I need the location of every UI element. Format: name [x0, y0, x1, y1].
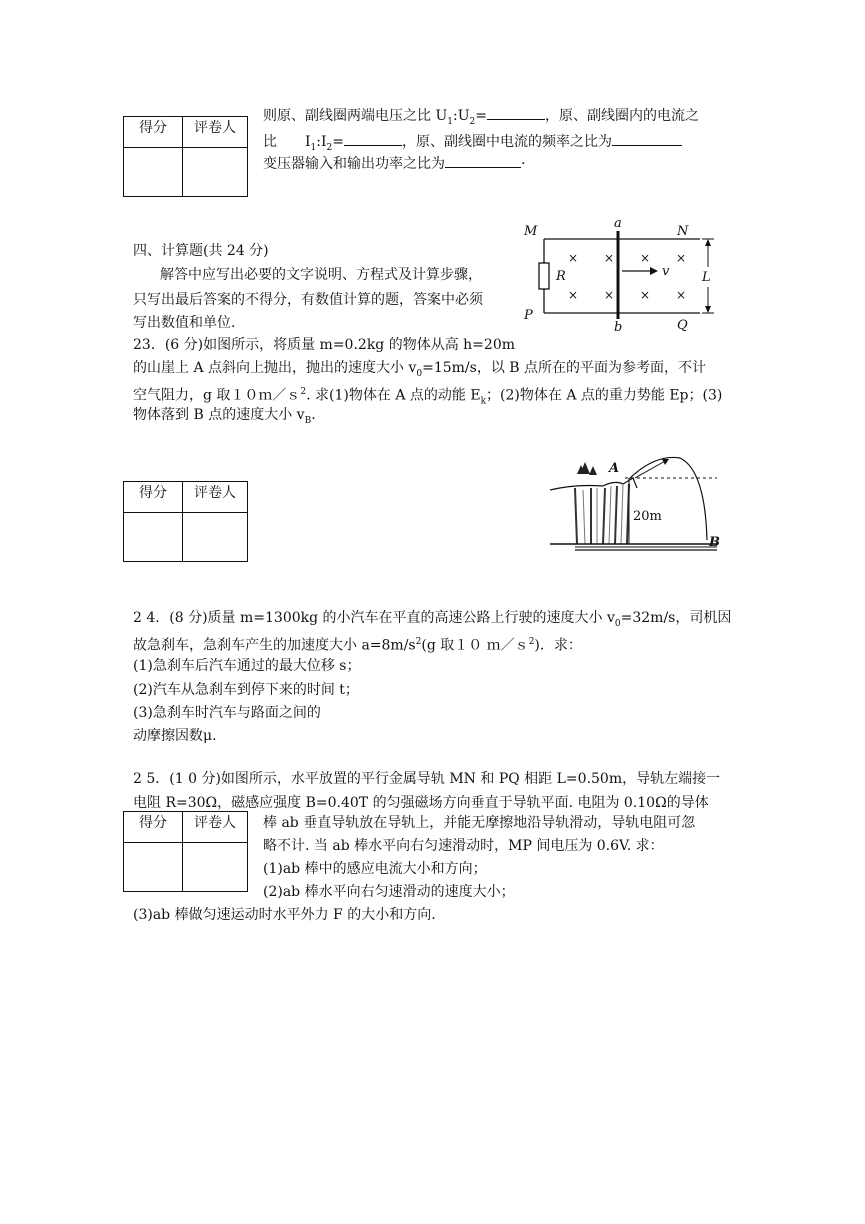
score-label: 得分: [124, 482, 183, 513]
label-a: a: [614, 216, 622, 231]
q25-line-1: 2 5．(1 0 分)如图所示，水平放置的平行金属导轨 MN 和 PQ 相距 L=0.50m，导轨左端接一: [133, 771, 721, 787]
answer-blank[interactable]: [612, 131, 682, 146]
fill-in-line-2: 比 $I_1:I_2=$ ，原、副线圈中电流的频率之比为: [263, 131, 682, 158]
field-mark: ×: [676, 251, 687, 265]
cliff-figure: [545, 448, 725, 566]
label-A: A: [609, 461, 620, 476]
label-v: v: [662, 264, 670, 279]
instruction-line-2: 只写出最后答案的不得分，有数值计算的题，答案中必须: [133, 292, 483, 308]
grader-cell[interactable]: [183, 843, 248, 892]
answer-blank[interactable]: [344, 131, 402, 146]
instruction-line-1: 解答中应写出必要的文字说明、方程式及计算步骤，: [160, 267, 482, 283]
label-B: B: [709, 535, 720, 550]
score-cell[interactable]: [124, 843, 183, 892]
field-mark: ×: [604, 288, 615, 302]
grader-cell[interactable]: [183, 513, 248, 562]
instruction-line-3: 写出数值和单位.: [133, 315, 236, 331]
field-mark: ×: [568, 288, 579, 302]
q25-line-4: 略不计. 当 ab 棒水平向右匀速滑动时，MP 间电压为 0.6V. 求：: [263, 838, 664, 854]
label-N: N: [677, 224, 689, 239]
label-M: M: [524, 224, 538, 239]
q24-line-4: (2)汽车从急刹车到停下来的时间 t；: [133, 682, 359, 698]
label-R: R: [556, 269, 566, 284]
field-mark: ×: [676, 288, 687, 302]
q24-line-6: 动摩擦因数μ.: [133, 728, 217, 744]
q25-line-2: 电阻 R=30Ω，磁感应强度 B=0.40T 的匀强磁场方向垂直于导轨平面. 电阻为 0.10Ω的导体: [133, 795, 709, 811]
q24-line-3: (1)急刹车后汽车通过的最大位移 s；: [133, 658, 361, 674]
grader-label: 评卷人: [183, 117, 248, 148]
q23-line-3: 空气阻力，g 取１０ｍ／ｓ$^2$. 求(1)物体在 A 点的动能 $E_k$；(2)物体在 A 点的重力势能 Ep；(3): [133, 387, 723, 407]
score-label: 得分: [124, 812, 183, 843]
q25-line-6: (2)ab 棒水平向右匀速滑动的速度大小；: [263, 884, 515, 900]
score-cell[interactable]: [124, 148, 183, 197]
q25-line-7: (3)ab 棒做匀速运动时水平外力 F 的大小和方向.: [133, 907, 436, 923]
score-label: 得分: [124, 117, 183, 148]
score-table-1: [123, 116, 248, 197]
resistor-icon: [539, 263, 549, 289]
grader-label: 评卷人: [183, 482, 248, 513]
q25-line-5: (1)ab 棒中的感应电流大小和方向；: [263, 861, 487, 877]
answer-blank[interactable]: [445, 153, 521, 168]
q23-line-4: 物体落到 B 点的速度大小 $v_B$.: [133, 407, 316, 426]
field-mark: ×: [640, 251, 651, 265]
score-cell[interactable]: [124, 513, 183, 562]
section-title: 四、计算题(共 24 分): [133, 243, 269, 259]
q24-line-1: 2 4．(8 分)质量 m=1300kg 的小汽车在平直的高速公路上行驶的速度大小 $v_0=32m/s$，司机因: [133, 610, 732, 629]
label-P: P: [524, 308, 533, 323]
circuit-figure: [520, 215, 725, 335]
tree-icon: [577, 462, 597, 475]
fill-in-line-1: 则原、副线圈两端电压之比 $U_1:U_2=$ ，原、副线圈内的电流之: [263, 105, 699, 132]
q25-line-3: 棒 ab 垂直导轨放在导轨上，并能无摩擦地沿导轨滑动，导轨电阻可忽: [263, 815, 696, 831]
label-b: b: [614, 320, 623, 335]
score-table-2: [123, 481, 248, 562]
score-table-3: [123, 811, 248, 892]
field-mark: ×: [640, 288, 651, 302]
grader-cell[interactable]: [183, 148, 248, 197]
field-mark: ×: [604, 251, 615, 265]
label-L: L: [702, 270, 711, 285]
fill-in-line-3: 变压器输入和输出功率之比为 ·: [263, 153, 525, 174]
field-mark: ×: [568, 251, 579, 265]
q24-line-5: (3)急刹车时汽车与路面之间的: [133, 705, 321, 721]
grader-label: 评卷人: [183, 812, 248, 843]
label-Q: Q: [677, 318, 688, 333]
q23-line-1: 23．(6 分)如图所示，将质量 m=0.2kg 的物体从高 h=20m: [133, 337, 515, 353]
q24-line-2: 故急刹车，急刹车产生的加速度大小 $a=8m/s^2(g$ 取１０ ｍ／ｓ$^2$)．求：: [133, 637, 582, 654]
answer-blank[interactable]: [487, 105, 545, 120]
height-label: 20m: [633, 509, 662, 524]
q23-line-2: 的山崖上 A 点斜向上抛出，抛出的速度大小 $v_0=15m/s$，以 B 点所在的平面为参考面，不计: [133, 360, 707, 379]
